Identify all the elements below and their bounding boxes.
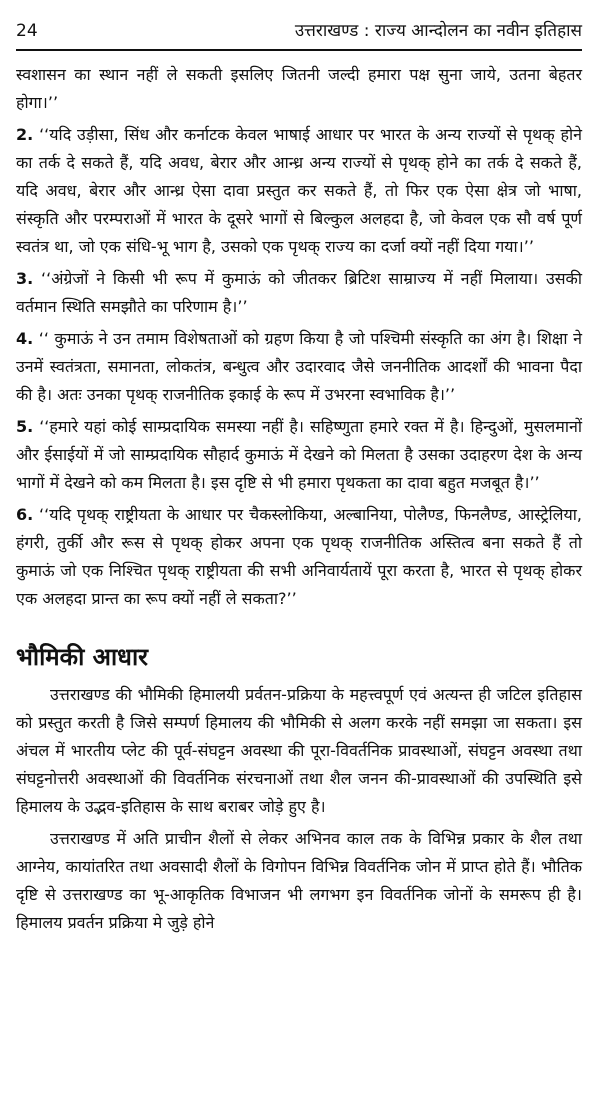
- page-header: [16, 0, 582, 51]
- point-number: 3.: [16, 269, 34, 288]
- numbered-point-4: [16, 325, 582, 409]
- numbered-point-2: [16, 121, 582, 261]
- paragraph-text: स्वशासन का स्थान नहीं ले सकती इसलिए जितनी जल्दी हमारा पक्ष सुना जाये, उतना बेहतर होगा।’’: [16, 65, 582, 112]
- numbered-point-6: [16, 501, 582, 613]
- section-paragraph: उत्तराखण्ड की भौमिकी हिमालयी प्रर्वतन-प्रक्रिया के महत्त्वपूर्ण एवं अत्यन्त ही जटिल इतिहास को प्रस्तुत करती है जिसे सम्पर्ण हिमालय की भौमिकी से अलग करके नहीं समझा जा सकता। इस अंचल में भारतीय प्लेट की पूर्व-संघट्टन अवस्था की पूरा-विवर्तनिक प्रावस्थाओं, संघट्टन अवस्था तथा संघट्टनोत्तरी अवस्थाओं की विवर्तनिक संरचनाओं तथा शैल जनन की-प्रावस्थाओं की उपस्थिति इसे हिमालय के उद्भव-इतिहास के साथ बराबर जोड़े हुए है।: [16, 685, 582, 816]
- point-number: 5.: [16, 417, 34, 436]
- numbered-point-5: [16, 413, 582, 497]
- point-text: ‘‘हमारे यहां कोई साम्प्रदायिक समस्या नहीं है। सहिष्णुता हमारे रक्त में है। हिन्दुओं, मुसलमानों और ईसाईयों में जो साम्प्रदायिक सौहार्द कुमाऊं में देखने को मिलता है उसका उदाहरण देश के अन्य भागों में देखने को कम मिलता है। इस दृष्टि से भी हमारा पृथकता का दावा बहुत मजबूत है।’’: [16, 417, 582, 492]
- page-number: 24: [16, 21, 38, 41]
- numbered-point-3: [16, 265, 582, 321]
- point-text: ‘‘यदि पृथक् राष्ट्रीयता के आधार पर चैकस्लोकिया, अल्बानिया, पोलैण्ड, फिनलैण्ड, आस्ट्रेलिया, हंगरी, तुर्की और रूस से पृथक् होकर अपना एक पृथक् राजनीतिक अस्तित्व बना सकते हैं तो कुमाऊं जो एक निश्चित पृथक् राष्ट्रीयता की सभी अनिवार्यतायें पूरा करता है, भारत से पृथक् होकर एक अलहदा प्रान्त का रूप क्यों नहीं ले सकता?’’: [16, 505, 583, 608]
- running-title: उत्तराखण्ड : राज्य आन्दोलन का नवीन इतिहास: [294, 21, 582, 41]
- point-number: 4.: [16, 329, 34, 348]
- point-number: 2.: [16, 125, 34, 144]
- section-heading: भौमिकी आधार: [16, 643, 148, 671]
- section-paragraph: उत्तराखण्ड में अति प्राचीन शैलों से लेकर अभिनव काल तक के विभिन्न प्रकार के शैल तथा आग्नेय, कायांतरित तथा अवसादी शैलों के विगोपन विभिन्न विवर्तनिक जोन में प्राप्त होते हैं। भौतिक दृष्टि से उत्तराखण्ड का भू-आकृतिक विभाजन भी लगभग इन विवर्तनिक जोनों के समरूप ही है। हिमालय प्रवर्तन प्रक्रिया मे जुड़े होने: [16, 829, 582, 932]
- page-content: [16, 61, 582, 937]
- point-number: 6.: [16, 505, 34, 524]
- point-text: ‘‘यदि उड़ीसा, सिंध और कर्नाटक केवल भाषाई आधार पर भारत के अन्य राज्यों से पृथक् होने का तर्क दे सकते हैं, यदि अवध, बेरार और आन्ध्र अन्य राज्यों से पृथक् होने का तर्क दे सकते हैं, यदि अवध, बेरार और आन्ध्र ऐसा दावा प्रस्तुत कर सकते हैं, तो फिर एक ऐसा क्षेत्र जो भाषा, संस्कृति और परम्पराओं में भारत के दूसरे भागों से बिल्कुल अलहदा है, जो केवल एक सौ वर्ष पूर्ण स्वतंत्र था, जो एक संधि-भू भाग है, उसको एक पृथक् राज्य का दर्जा क्यों नहीं दिया गया।’’: [16, 125, 582, 256]
- point-text: ‘‘अंग्रेजों ने किसी भी रूप में कुमाऊं को जीतकर ब्रिटिश साम्राज्य में नहीं मिलाया। उसकी वर्तमान स्थिति समझौते का परिणाम है।’’: [16, 269, 582, 316]
- paragraph-continued: [16, 61, 582, 117]
- point-text: ‘‘ कुमाऊं ने उन तमाम विशेषताओं को ग्रहण किया है जो पश्चिमी संस्कृति का अंग है। शिक्षा ने उनमें स्वतंत्रता, समानता, लोकतंत्र, बन्धुत्व और उदारवाद जैसे जननीतिक आदर्शों की भावना पैदा की है। अतः उनका पृथक् राजनीतिक इकाई के रूप में उभरना स्वभाविक है।’’: [16, 329, 582, 404]
